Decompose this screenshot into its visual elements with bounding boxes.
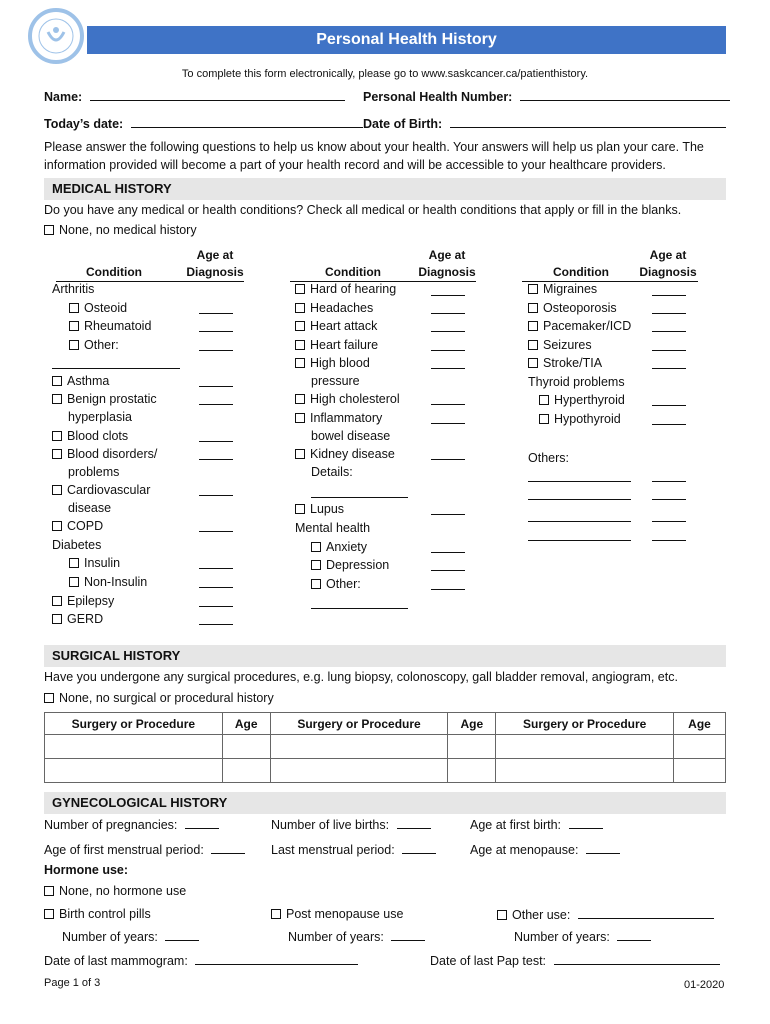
- bph-label: Benign prostatic: [67, 392, 157, 406]
- none-surgical-option[interactable]: [44, 691, 274, 705]
- age-blank[interactable]: [431, 295, 465, 296]
- cardiovascular-label-cont: disease: [68, 501, 112, 515]
- col2-age-header-2: Diagnosis: [418, 265, 476, 279]
- age-col-header: Age: [448, 713, 496, 735]
- checkbox[interactable]: [44, 693, 54, 703]
- condition-heart-attack[interactable]: [295, 319, 377, 333]
- age-blank[interactable]: [431, 570, 465, 571]
- checkbox[interactable]: [295, 321, 305, 331]
- condition-pacemaker[interactable]: [528, 319, 631, 333]
- age-blank[interactable]: [652, 499, 686, 500]
- checkbox[interactable]: [295, 413, 305, 423]
- checkbox[interactable]: [295, 449, 305, 459]
- age-first-birth-label: Age at first birth:: [470, 818, 562, 832]
- surgery-col-header: Surgery or Procedure: [270, 713, 448, 735]
- age-blank[interactable]: [652, 350, 686, 351]
- age-blank[interactable]: [431, 368, 465, 369]
- age-blank[interactable]: [199, 404, 233, 405]
- age-blank[interactable]: [199, 331, 233, 332]
- mental-other-line[interactable]: [311, 608, 408, 609]
- condition-diabetes: Diabetes: [52, 538, 102, 552]
- pregnancies-line[interactable]: [185, 817, 219, 829]
- live-births-label: Number of live births:: [271, 818, 390, 832]
- condition-high-cholesterol[interactable]: [295, 392, 400, 406]
- checkbox[interactable]: [52, 449, 62, 459]
- condition-osteoporosis[interactable]: [528, 301, 617, 315]
- condition-arthritis-other[interactable]: [69, 338, 119, 352]
- none-medical-option[interactable]: [44, 223, 197, 237]
- checkbox[interactable]: [52, 485, 62, 495]
- dob-field[interactable]: [363, 116, 726, 131]
- table-row: [45, 759, 726, 783]
- age-blank[interactable]: [199, 587, 233, 588]
- heart-failure-label: Heart failure: [310, 338, 379, 352]
- age-first-birth-field[interactable]: [470, 817, 603, 832]
- checkbox[interactable]: [295, 504, 305, 514]
- pacemaker-label: Pacemaker/ICD: [543, 319, 632, 333]
- condition-high-blood-pressure[interactable]: [295, 356, 370, 370]
- name-label: Name:: [44, 90, 83, 104]
- col3-condition-header: Condition: [553, 265, 609, 279]
- col1-age-header-2: Diagnosis: [186, 265, 244, 279]
- no-hormone-option[interactable]: [44, 884, 186, 898]
- first-period-label: Age of first menstrual period:: [44, 843, 204, 857]
- bcp-years-label: Number of years:: [62, 930, 158, 944]
- condition-bph[interactable]: [52, 392, 157, 406]
- condition-epilepsy[interactable]: [52, 594, 114, 608]
- table-cell[interactable]: [448, 735, 496, 759]
- other-years-label: Number of years:: [514, 930, 610, 944]
- birth-control-option[interactable]: [44, 907, 151, 921]
- condition-ibd[interactable]: [295, 411, 382, 425]
- menopause-field[interactable]: [470, 842, 620, 857]
- phn-field[interactable]: [363, 89, 730, 104]
- mental-other-label: Other:: [326, 577, 361, 591]
- age-blank[interactable]: [431, 404, 465, 405]
- anxiety-label: Anxiety: [326, 540, 367, 554]
- condition-anxiety[interactable]: [311, 540, 367, 554]
- lupus-label: Lupus: [310, 502, 345, 516]
- age-blank[interactable]: [199, 606, 233, 607]
- bcp-years-field[interactable]: [62, 929, 199, 944]
- asthma-label: Asthma: [67, 374, 110, 388]
- condition-mental-other[interactable]: [311, 577, 361, 591]
- condition-thyroid: Thyroid problems: [528, 375, 625, 389]
- checkbox[interactable]: [295, 358, 305, 368]
- condition-copd[interactable]: [52, 519, 103, 533]
- condition-others-label: Others:: [528, 451, 569, 465]
- pap-test-label: Date of last Pap test:: [430, 954, 547, 968]
- condition-depression[interactable]: [311, 558, 389, 572]
- other-use-option[interactable]: [497, 907, 714, 922]
- checkbox[interactable]: [69, 558, 79, 568]
- kidney-details-label: Details:: [311, 465, 353, 479]
- checkbox[interactable]: [528, 340, 538, 350]
- checkbox[interactable]: [44, 225, 54, 235]
- intro-instructions: To complete this form electronically, please go to www.saskcancer.ca/patienthistory.: [181, 68, 589, 80]
- col2-age-header-1: Age at: [428, 248, 466, 262]
- condition-headaches[interactable]: [295, 301, 373, 315]
- depression-label: Depression: [326, 558, 390, 572]
- menopause-line[interactable]: [586, 842, 620, 854]
- checkbox[interactable]: [271, 909, 281, 919]
- epilepsy-label: Epilepsy: [67, 594, 115, 608]
- table-cell[interactable]: [674, 735, 726, 759]
- post-meno-years-line[interactable]: [391, 929, 425, 941]
- age-blank[interactable]: [652, 540, 686, 541]
- kidney-details-line[interactable]: [311, 497, 408, 498]
- checkbox[interactable]: [295, 284, 305, 294]
- other-use-line[interactable]: [578, 907, 714, 919]
- kidney-disease-label: Kidney disease: [310, 447, 395, 461]
- condition-gerd[interactable]: [52, 612, 103, 626]
- checkbox[interactable]: [295, 303, 305, 313]
- age-blank[interactable]: [199, 459, 233, 460]
- table-cell[interactable]: [496, 735, 674, 759]
- phn-label: Personal Health Number:: [363, 90, 513, 104]
- bph-label-cont: hyperplasia: [68, 410, 132, 424]
- age-blank[interactable]: [199, 441, 233, 442]
- form-code: 01-2020: [684, 979, 725, 991]
- condition-hypothyroid[interactable]: [539, 412, 621, 426]
- high-cholesterol-label: High cholesterol: [310, 392, 400, 406]
- surgery-col-header: Surgery or Procedure: [45, 713, 223, 735]
- blood-clots-label: Blood clots: [67, 429, 129, 443]
- condition-heart-failure[interactable]: [295, 338, 378, 352]
- condition-cardiovascular[interactable]: [52, 483, 150, 497]
- checkbox[interactable]: [311, 579, 321, 589]
- none-surgical-label: None, no surgical or procedural history: [59, 691, 274, 705]
- last-period-line[interactable]: [402, 842, 436, 854]
- page-number: Page 1 of 3: [44, 977, 101, 989]
- blood-disorders-label: Blood disorders/: [67, 447, 158, 461]
- headaches-label: Headaches: [310, 301, 374, 315]
- age-blank[interactable]: [652, 481, 686, 482]
- mammogram-field[interactable]: [44, 953, 358, 968]
- col1-age-header-1: Age at: [196, 248, 234, 262]
- first-period-line[interactable]: [211, 842, 245, 854]
- arthritis-other-line[interactable]: [52, 368, 180, 369]
- high-blood-pressure-label-cont: pressure: [311, 374, 360, 388]
- table-cell[interactable]: [222, 759, 270, 783]
- hard-of-hearing-label: Hard of hearing: [310, 282, 397, 296]
- checkbox[interactable]: [69, 303, 79, 313]
- pap-test-line[interactable]: [554, 953, 720, 965]
- medical-history-heading: MEDICAL HISTORY: [44, 178, 726, 200]
- pap-test-field[interactable]: [430, 953, 720, 968]
- hormone-use-label: Hormone use:: [44, 863, 129, 877]
- checkbox[interactable]: [44, 886, 54, 896]
- table-cell[interactable]: [45, 735, 223, 759]
- condition-mental-health: Mental health: [295, 521, 371, 535]
- table-cell[interactable]: [496, 759, 674, 783]
- checkbox[interactable]: [311, 560, 321, 570]
- col3-age-header-2: Diagnosis: [639, 265, 697, 279]
- surgical-history-heading: SURGICAL HISTORY: [44, 645, 726, 667]
- heart-attack-label: Heart attack: [310, 319, 378, 333]
- ibd-label: Inflammatory: [310, 411, 383, 425]
- migraines-label: Migraines: [543, 282, 598, 296]
- others-line[interactable]: [528, 499, 631, 500]
- age-blank[interactable]: [431, 552, 465, 553]
- checkbox[interactable]: [528, 321, 538, 331]
- last-period-label: Last menstrual period:: [271, 843, 395, 857]
- age-blank[interactable]: [199, 350, 233, 351]
- condition-migraines[interactable]: [528, 282, 597, 296]
- bcp-years-line[interactable]: [165, 929, 199, 941]
- surgery-table: [44, 712, 726, 783]
- age-blank[interactable]: [199, 624, 233, 625]
- other-use-label: Other use:: [512, 908, 571, 922]
- checkbox[interactable]: [295, 394, 305, 404]
- col2-condition-header: Condition: [325, 265, 381, 279]
- other-years-field[interactable]: [514, 929, 651, 944]
- surgery-col-header: Surgery or Procedure: [496, 713, 674, 735]
- agency-logo: [28, 8, 84, 64]
- checkbox[interactable]: [528, 358, 538, 368]
- others-line[interactable]: [528, 481, 631, 482]
- age-col-header: Age: [674, 713, 726, 735]
- post-meno-years-label: Number of years:: [288, 930, 384, 944]
- osteoid-label: Osteoid: [84, 301, 128, 315]
- age-blank[interactable]: [652, 521, 686, 522]
- table-cell[interactable]: [270, 759, 448, 783]
- age-blank[interactable]: [652, 424, 686, 425]
- age-blank[interactable]: [431, 350, 465, 351]
- age-blank[interactable]: [199, 386, 233, 387]
- table-cell[interactable]: [448, 759, 496, 783]
- hyperthyroid-label: Hyperthyroid: [554, 393, 625, 407]
- checkbox[interactable]: [311, 542, 321, 552]
- checkbox[interactable]: [69, 340, 79, 350]
- first-period-field[interactable]: [44, 842, 245, 857]
- no-hormone-label: None, no hormone use: [59, 884, 187, 898]
- todays-date-field[interactable]: [44, 116, 363, 131]
- blood-disorders-label-cont: problems: [68, 465, 120, 479]
- gynecological-history-heading: GYNECOLOGICAL HISTORY: [44, 792, 726, 814]
- non-insulin-label: Non-Insulin: [84, 575, 148, 589]
- age-blank[interactable]: [652, 331, 686, 332]
- osteoporosis-label: Osteoporosis: [543, 301, 617, 315]
- condition-insulin[interactable]: [69, 556, 120, 570]
- condition-seizures[interactable]: [528, 338, 592, 352]
- col3-age-header-1: Age at: [649, 248, 687, 262]
- age-blank[interactable]: [431, 514, 465, 515]
- age-blank[interactable]: [431, 459, 465, 460]
- post-meno-years-field[interactable]: [288, 929, 425, 944]
- age-blank[interactable]: [431, 313, 465, 314]
- age-blank[interactable]: [199, 495, 233, 496]
- checkbox[interactable]: [52, 431, 62, 441]
- ibd-label-cont: bowel disease: [311, 429, 391, 443]
- age-blank[interactable]: [652, 405, 686, 406]
- condition-osteoid[interactable]: [69, 301, 127, 315]
- condition-stroke[interactable]: [528, 356, 602, 370]
- gerd-label: GERD: [67, 612, 104, 626]
- table-cell[interactable]: [45, 759, 223, 783]
- condition-arthritis: Arthritis: [52, 282, 95, 296]
- condition-hyperthyroid[interactable]: [539, 393, 625, 407]
- checkbox[interactable]: [44, 909, 54, 919]
- form-title: Personal Health History: [87, 26, 726, 54]
- arthritis-other-label: Other:: [84, 338, 119, 352]
- age-blank[interactable]: [652, 295, 686, 296]
- condition-kidney-disease[interactable]: [295, 447, 395, 461]
- condition-rheumatoid[interactable]: [69, 319, 151, 333]
- cardiovascular-label: Cardiovascular: [67, 483, 151, 497]
- hypothyroid-label: Hypothyroid: [554, 412, 621, 426]
- birth-control-label: Birth control pills: [59, 907, 151, 921]
- live-births-field[interactable]: [271, 817, 431, 832]
- mammogram-line[interactable]: [195, 953, 358, 965]
- others-line[interactable]: [528, 521, 631, 522]
- checkbox[interactable]: [497, 910, 507, 920]
- menopause-label: Age at menopause:: [470, 843, 579, 857]
- checkbox[interactable]: [528, 284, 538, 294]
- others-line[interactable]: [528, 540, 631, 541]
- none-medical-label: None, no medical history: [59, 223, 197, 237]
- copd-label: COPD: [67, 519, 104, 533]
- live-births-line[interactable]: [397, 817, 431, 829]
- checkbox[interactable]: [539, 414, 549, 424]
- checkbox[interactable]: [69, 577, 79, 587]
- name-line[interactable]: [90, 89, 345, 101]
- age-blank[interactable]: [431, 589, 465, 590]
- last-period-field[interactable]: [271, 842, 436, 857]
- checkbox[interactable]: [52, 596, 62, 606]
- condition-asthma[interactable]: [52, 374, 109, 388]
- pregnancies-label: Number of pregnancies:: [44, 818, 178, 832]
- phn-line[interactable]: [520, 89, 730, 101]
- checkbox[interactable]: [52, 521, 62, 531]
- age-blank[interactable]: [431, 423, 465, 424]
- todays-date-line[interactable]: [131, 116, 363, 128]
- post-menopause-option[interactable]: [271, 907, 403, 921]
- checkbox[interactable]: [52, 614, 62, 624]
- dob-label: Date of Birth:: [363, 117, 443, 131]
- condition-hard-of-hearing[interactable]: [295, 282, 396, 296]
- checkbox[interactable]: [528, 303, 538, 313]
- condition-lupus[interactable]: [295, 502, 344, 516]
- insulin-label: Insulin: [84, 556, 121, 570]
- checkbox[interactable]: [295, 340, 305, 350]
- medical-question: Do you have any medical or health conditions? Check all medical or health conditions that apply or fill in the blanks.: [44, 203, 682, 217]
- seizures-label: Seizures: [543, 338, 592, 352]
- age-blank[interactable]: [652, 313, 686, 314]
- table-cell[interactable]: [270, 735, 448, 759]
- instructions-paragraph: Please answer the following questions to help us know about your health. Your answers will help us plan your care. The information provided will become a part of your health record and will be accessible to your healthcare providers.: [44, 140, 704, 172]
- condition-blood-disorders[interactable]: [52, 447, 157, 461]
- post-menopause-label: Post menopause use: [286, 907, 404, 921]
- table-row: [45, 735, 726, 759]
- checkbox[interactable]: [539, 395, 549, 405]
- pregnancies-field[interactable]: [44, 817, 219, 832]
- age-blank[interactable]: [199, 313, 233, 314]
- high-blood-pressure-label: High blood: [310, 356, 370, 370]
- checkbox[interactable]: [52, 394, 62, 404]
- age-blank[interactable]: [652, 368, 686, 369]
- condition-non-insulin[interactable]: [69, 575, 147, 589]
- table-cell[interactable]: [222, 735, 270, 759]
- rheumatoid-label: Rheumatoid: [84, 319, 152, 333]
- dob-line[interactable]: [450, 116, 726, 128]
- age-blank[interactable]: [199, 568, 233, 569]
- checkbox[interactable]: [52, 376, 62, 386]
- condition-blood-clots[interactable]: [52, 429, 128, 443]
- checkbox[interactable]: [69, 321, 79, 331]
- age-blank[interactable]: [199, 531, 233, 532]
- age-col-header: Age: [222, 713, 270, 735]
- name-field[interactable]: [44, 89, 345, 104]
- surgical-question: Have you undergone any surgical procedures, e.g. lung biopsy, colonoscopy, gall bladder removal, angiogram, etc.: [44, 670, 678, 684]
- todays-date-label: Today’s date:: [44, 117, 124, 131]
- stroke-label: Stroke/TIA: [543, 356, 603, 370]
- age-blank[interactable]: [431, 331, 465, 332]
- mammogram-label: Date of last mammogram:: [44, 954, 188, 968]
- age-first-birth-line[interactable]: [569, 817, 603, 829]
- table-cell[interactable]: [674, 759, 726, 783]
- other-years-line[interactable]: [617, 929, 651, 941]
- col1-condition-header: Condition: [86, 265, 142, 279]
